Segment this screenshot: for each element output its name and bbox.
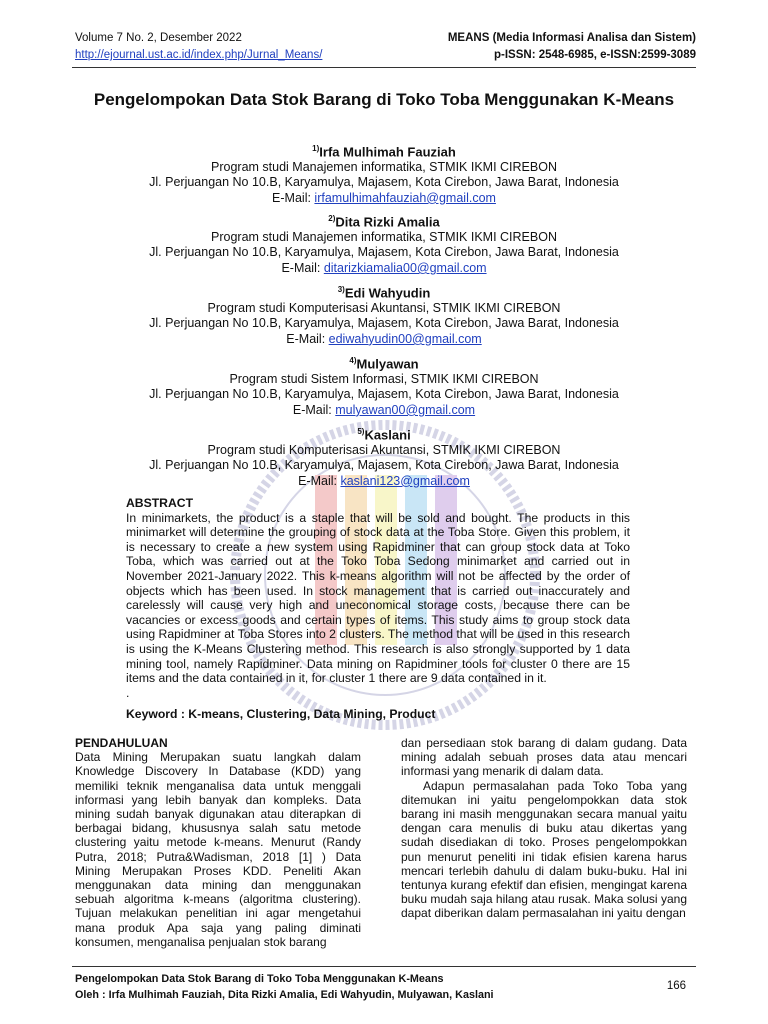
abstract-section	[126, 496, 630, 700]
author-email-link[interactable]: ediwahyudin00@gmail.com	[328, 331, 482, 346]
volume-info: Volume 7 No. 2, Desember 2022	[75, 32, 242, 44]
author-name: $^{5)}$Kaslani	[357, 427, 411, 443]
author-email-link[interactable]: mulyawan00@gmail.com	[335, 402, 476, 417]
author-name: $^{3)}$Edi Wahyudin	[337, 285, 431, 301]
author-name: $^{2)}$Dita Rizki Amalia	[328, 214, 440, 230]
author-block	[72, 282, 696, 347]
section-heading: PENDAHULUAN	[75, 736, 168, 750]
author-email-line: E-Mail: kaslani123@gmail.com	[298, 473, 470, 488]
body-left-column	[75, 736, 361, 949]
body-paragraph: Data Mining Merupakan suatu langkah dalam Knowledge Discovery In Database (KDD) yang memiliki teknik menganalisa data untuk menggali informasi yang lebih banyak dan kompleks. Data mining sudah banyak digunakan atau diterapkan di berbagai bidang, khususnya salah satu metode clustering yaitu metode k-means. Menurut (Randy Putra, 2018; Putra&Wadisman, 2018 [1] ) Data Mining Merupakan Proses KDD. Peneliti Akan menggunakan data mining dan menggunakan sebuah algoritma k-means (algoritma clustering). Tujuan melakukan penelitian ini agar mengetahui mana produk Apa saja yang paling diminati konsumen, menganalisa penjualan stok barang	[75, 750, 361, 949]
author-name: $^{4)}$Mulyawan	[349, 356, 419, 372]
author-email-line: E-Mail: mulyawan00@gmail.com	[292, 402, 476, 417]
author-affiliation: Program studi Manajemen informatika, STMIK IKMI CIREBON	[211, 229, 557, 244]
footer-divider	[72, 966, 696, 967]
author-name: $^{1)}$Irfa Mulhimah Fauziah	[312, 144, 456, 160]
author-affiliation: Program studi Sistem Informasi, STMIK IKMI CIREBON	[229, 371, 539, 386]
body-right-column	[401, 736, 687, 921]
running-header-right	[448, 30, 696, 64]
author-address: Jl. Perjuangan No 10.B, Karyamulya, Majasem, Kota Cirebon, Jawa Barat, Indonesia	[149, 458, 619, 473]
abstract-text: In minimarkets, the product is a staple that will be sold and bought. The products in this minimarket will determine the grouping of stock data at the Toba Store. Given this problem, it is necessary to create a new system using Rapidminer that can group stock data at Toko Toba, which was carried out at the Toko Toba Sedong minimarket and carried out in November 2021-January 2022. This k-means algorithm will not be affected by the order of objects which has been used. In stock management that is carried out inaccurately and carelessly will cause very high and uneconomical storage costs, because there can be vacancies or excess goods and certain types of items. This study aims to group stock data using Rapidminer at Toba Stores into 2 clusters. The method that will be used in this research is using the K-Means Clustering method. This research is also strongly supported by 1 data mining tool, namely Rapidminer. Data mining on Rapidminer tools for cluster 0 there are 15 items and the data contained in it, for cluster 1 there are 9 data contained in it.	[126, 510, 630, 686]
author-address: Jl. Perjuangan No 10.B, Karyamulya, Majasem, Kota Cirebon, Jawa Barat, Indonesia	[149, 245, 619, 260]
paper-title: Pengelompokan Data Stok Barang di Toko Toba Menggunakan K-Means	[93, 90, 675, 109]
journal-url-link[interactable]: http://ejournal.ust.ac.id/index.php/Jurnal_Means/	[75, 49, 323, 61]
author-block	[72, 211, 696, 276]
author-email-link[interactable]: ditarizkiamalia00@gmail.com	[323, 260, 487, 275]
running-header-left	[75, 30, 322, 64]
issn-info: p-ISSN: 2548-6985, e-ISSN:2599-3089	[494, 49, 696, 61]
author-address: Jl. Perjuangan No 10.B, Karyamulya, Majasem, Kota Cirebon, Jawa Barat, Indonesia	[149, 175, 619, 190]
author-email-line: E-Mail: irfamulhimahfauziah@gmail.com	[272, 190, 496, 205]
author-email-line: E-Mail: ediwahyudin00@gmail.com	[286, 331, 482, 346]
author-block	[72, 353, 696, 418]
abstract-heading: ABSTRACT	[126, 496, 194, 510]
author-address: Jl. Perjuangan No 10.B, Karyamulya, Majasem, Kota Cirebon, Jawa Barat, Indonesia	[149, 316, 619, 331]
journal-name: MEANS (Media Informasi Analisa dan Sistem)	[447, 32, 696, 44]
body-paragraph: Adapun permasalahan pada Toko Toba yang ditemukan ini yaitu pengelompokkan data stok barang ini masih menggunakan secara manual yaitu dengan cara menulis di buku atau dikertas yang sudah disediakan di toko. Proses pengelompokkan pun menurut peneliti ini tidak efisien karena harus mencari terlebih dahulu di dalam buku-buku. Hal ini tentunya kurang efektif dan efisien, mengingat karena buku mudah saja hilang atau rusak. Maka solusi yang dapat diberikan dalam permasalahan ini yaitu dengan	[401, 778, 687, 921]
page-number: 166	[666, 980, 686, 992]
header-divider	[72, 67, 696, 68]
abstract-dot: .	[126, 685, 130, 700]
author-address: Jl. Perjuangan No 10.B, Karyamulya, Majasem, Kota Cirebon, Jawa Barat, Indonesia	[149, 387, 619, 402]
running-footer	[75, 971, 494, 1003]
body-paragraph: dan persediaan stok barang di dalam gudang. Data mining adalah sebuah proses data atau mencari informasi yang menarik di dalam data.	[401, 736, 687, 779]
author-affiliation: Program studi Komputerisasi Akuntansi, STMIK IKMI CIREBON	[207, 300, 561, 315]
footer-title: Pengelompokan Data Stok Barang di Toko Toba Menggunakan K-Means	[75, 973, 444, 985]
footer-authors: Oleh : Irfa Mulhimah Fauziah, Dita Rizki Amalia, Edi Wahyudin, Mulyawan, Kaslani	[75, 989, 494, 1001]
author-email-link[interactable]: kaslani123@gmail.com	[340, 473, 470, 488]
keywords-line: Keyword : K-means, Clustering, Data Mining, Product	[126, 707, 436, 721]
author-block	[72, 141, 696, 206]
author-block	[72, 424, 696, 489]
author-email-link[interactable]: irfamulhimahfauziah@gmail.com	[314, 190, 496, 205]
author-affiliation: Program studi Komputerisasi Akuntansi, STMIK IKMI CIREBON	[207, 442, 561, 457]
author-affiliation: Program studi Manajemen informatika, STMIK IKMI CIREBON	[211, 159, 557, 174]
author-email-line: E-Mail: ditarizkiamalia00@gmail.com	[281, 260, 487, 275]
